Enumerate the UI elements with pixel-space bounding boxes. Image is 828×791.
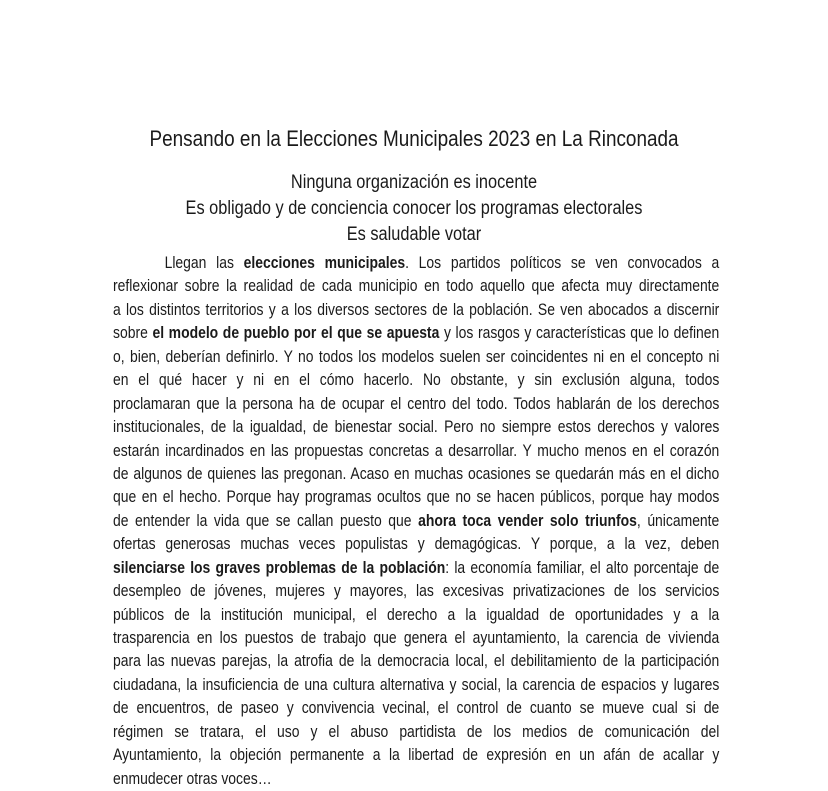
line-text: [113, 486, 719, 509]
text-run: desempleo de jóvenes, mujeres y mayores, las excesivas privatizaciones de los servicios: [113, 582, 720, 601]
line-text: [113, 557, 719, 580]
line-text: [113, 533, 719, 556]
text-run: estarán incardinados en las propuestas concretas a desarrollar. Y mucho menos en el corazón: [113, 441, 720, 460]
text-run: para las nuevas parejas, la atrofia de la democracia local, el debilitamiento de la participación: [113, 652, 720, 671]
text-run: reflexionar sobre la realidad de cada municipio en todo aquello que afecta muy directamente: [113, 277, 720, 296]
text-run: a los distintos territorios y a los diversos sectores de la población. Se ven abocados a discernir: [113, 300, 720, 319]
line-text: [113, 322, 719, 345]
paragraph-line: [113, 604, 719, 627]
line-text: [113, 674, 719, 697]
paragraph-line: [113, 768, 719, 791]
line-text: [113, 768, 719, 791]
text-run: en el qué hacer y ni en el cómo hacerlo. No obstante, y sin exclusión alguna, todos: [113, 371, 720, 390]
paragraph-line: [113, 393, 719, 416]
text-run: trasparencia en los puestos de trabajo que genera el ayuntamiento, la carencia de vivienda: [113, 629, 720, 647]
bold-emphasis: silenciarse los graves problemas de la población: [113, 558, 446, 577]
text-run: públicos de la institución municipal, el derecho a la igualdad de oportunidades y a la: [113, 605, 720, 624]
paragraph-line: [113, 252, 719, 275]
paragraph-line: [113, 744, 719, 767]
line-text: [113, 275, 719, 298]
line-text: [113, 393, 719, 416]
text-run: Ayuntamiento, la objeción permanente a la libertad de expresión en un afán de acallar y: [113, 746, 720, 765]
text-run: o, bien, deberían definirlo. Y no todos los modelos suelen ser coincidentes ni en el concepto ni: [113, 347, 720, 366]
line-text: [113, 697, 719, 720]
paragraph-line: [113, 697, 719, 720]
bold-emphasis: elecciones municipales: [243, 254, 406, 272]
text-run: de encuentros, de paseo y convivencia vecinal, el control de cuanto se mueve cual si de: [113, 699, 720, 718]
line-text: [113, 650, 719, 673]
paragraph-line: [113, 674, 719, 697]
text-run: que en el hecho. Porque hay programas ocultos que no se hacen públicos, porque hay modos: [113, 488, 720, 507]
line-text: [113, 604, 719, 627]
paragraph-line: [113, 721, 719, 744]
line-text: [113, 580, 719, 603]
line-text: [113, 721, 719, 744]
paragraph-line: [113, 275, 719, 298]
text-run: institucionales, de la igualdad, de bienestar social. Pero no siempre estos derechos y valores: [113, 418, 720, 437]
line-text: [113, 744, 719, 767]
text-run: ofertas generosas muchas veces populistas y demagógicas. Y porque, a la vez, deben: [113, 535, 720, 554]
paragraph-line: [113, 299, 719, 322]
paragraph-line: [113, 346, 719, 369]
line-text: [113, 252, 719, 275]
paragraph-line: [113, 486, 719, 509]
line-text: [113, 369, 719, 392]
text-run: proclamaran que la persona ha de ocupar el centro del todo. Todos hablarán de los derechos: [113, 394, 720, 413]
paragraph-line: [113, 463, 719, 486]
line-text: [113, 463, 719, 486]
paragraph-line: [113, 416, 719, 439]
paragraph-line: [113, 627, 719, 650]
paragraph-line: [113, 322, 719, 345]
line-text: [113, 510, 719, 533]
text-run: Llegan las: [164, 254, 244, 272]
paragraph-line: [113, 510, 719, 533]
line-text: [113, 627, 719, 650]
text-run: enmudecer otras voces…: [113, 769, 272, 788]
text-run: régimen se tratara, el uso y el abuso partidista de los medios de comunicación del: [113, 722, 720, 741]
subtitle-3: Es saludable votar: [346, 224, 482, 245]
paragraph-line: [113, 557, 719, 580]
text-run: sobre: [113, 324, 153, 343]
paragraph-line: [113, 533, 719, 556]
text-run: de entender la vida que se callan puesto que: [113, 511, 419, 530]
paragraph-line: [113, 369, 719, 392]
line-text: [113, 416, 719, 439]
line-text: [113, 346, 719, 369]
line-text: [113, 299, 719, 322]
paragraph-line: [113, 440, 719, 463]
text-run: de algunos de quienes las pregonan. Acaso en muchas ocasiones se quedarán más en el dicho: [113, 464, 720, 483]
line-text: [113, 440, 719, 463]
document-title: Pensando en la Elecciones Municipales 2023 en La Rinconada: [149, 126, 679, 151]
subtitle-1: Ninguna organización es inocente: [290, 172, 538, 193]
text-run: , únicamente: [636, 511, 720, 530]
text-run: y los rasgos y características que lo definen: [439, 324, 720, 343]
bold-emphasis: ahora toca vender solo triunfos: [418, 511, 637, 530]
paragraph-line: [113, 650, 719, 673]
text-run: . Los partidos políticos se ven convocados a: [405, 254, 720, 272]
paragraph-line: [113, 580, 719, 603]
subtitle-2: Es obligado y de conciencia conocer los programas electorales: [185, 198, 643, 219]
body-paragraph: [113, 252, 719, 791]
bold-emphasis: el modelo de pueblo por el que se apuesta: [152, 324, 440, 343]
text-run: : la economía familiar, el alto porcentaje de: [445, 558, 720, 577]
text-run: ciudadana, la insuficiencia de una cultura alternativa y social, la carencia de espacios y lugares: [113, 675, 720, 694]
